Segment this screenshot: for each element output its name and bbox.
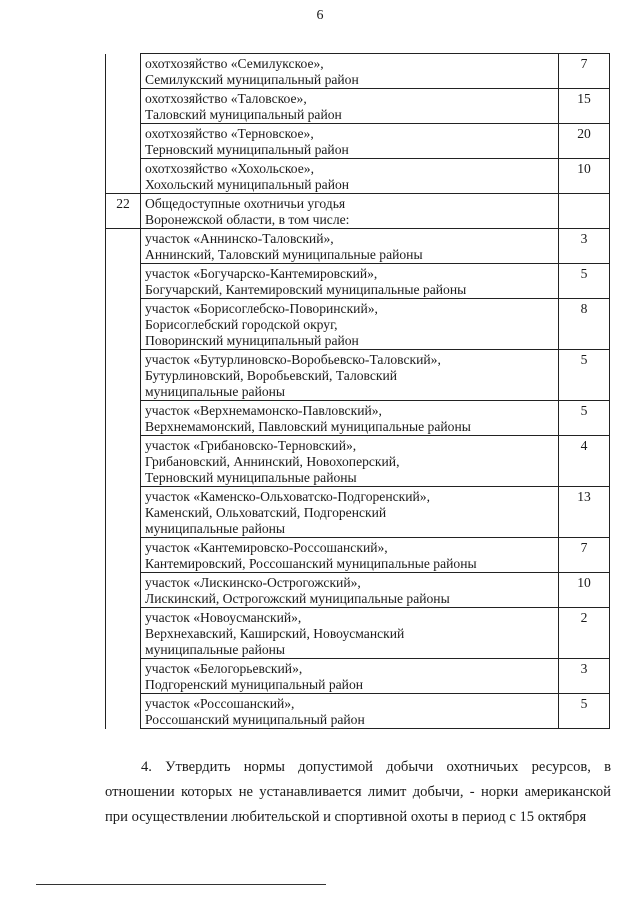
row-number-cell [106,299,141,350]
area-name-line: Борисоглебский городской округ, [145,317,338,332]
page-number: 6 [316,8,324,23]
quota-value-cell: 2 [559,608,610,659]
area-name-line: Терновский муниципальные районы [145,470,357,485]
area-name-cell [141,573,559,608]
table-row [106,436,610,487]
area-name-cell [141,608,559,659]
area-name-line: Богучарский, Кантемировский муниципальные районы [145,282,467,297]
table-row [106,608,610,659]
quota-value-cell: 20 [559,124,610,159]
area-name-line: участок «Грибановско-Терновский», [145,438,357,453]
area-name-line: Кантемировский, Россошанский муниципальные районы [145,556,477,571]
area-name-line: участок «Борисоглебско-Поворинский», [145,301,378,316]
table-row [106,299,610,350]
quota-value-cell: 15 [559,89,610,124]
table-row [106,573,610,608]
quota-value-cell: 8 [559,299,610,350]
quota-value-cell: 3 [559,229,610,264]
area-name-cell [141,124,559,159]
quota-value-cell: 10 [559,573,610,608]
table-row [106,54,610,89]
footnote-separator [36,884,326,885]
area-name-line: Поворинский муниципальный район [145,333,359,348]
row-number-cell [106,436,141,487]
area-name-line: муниципальные районы [145,521,286,536]
area-name-line: участок «Лискинско-Острогожский», [145,575,361,590]
table-row [106,350,610,401]
area-name-line: Таловский муниципальный район [145,107,342,122]
quota-value-cell [559,194,610,229]
quota-value-cell: 4 [559,436,610,487]
row-number-cell [106,487,141,538]
area-name-cell [141,159,559,194]
quota-value-cell: 13 [559,487,610,538]
table-row [106,159,610,194]
area-name-cell [141,350,559,401]
table-row [106,659,610,694]
area-name-line: Воронежской области, в том числе: [145,212,350,227]
row-number-cell [106,694,141,729]
area-name-line: участок «Белогорьевский», [145,661,303,676]
row-number-cell [106,538,141,573]
area-name-cell [141,436,559,487]
table-row [106,538,610,573]
area-name-line: охотхозяйство «Семилукское», [145,56,324,71]
area-name-line: участок «Каменско-Ольховатско-Подгоренский», [145,489,430,504]
area-name-line: муниципальные районы [145,642,286,657]
hunting-quota-table [105,53,610,729]
area-name-line: Россошанский муниципальный район [145,712,365,727]
table-row [106,264,610,299]
area-name-line: участок «Новоусманский», [145,610,302,625]
area-name-line: участок «Верхнемамонско-Павловский», [145,403,382,418]
area-name-cell [141,194,559,229]
area-name-cell [141,538,559,573]
table-row [106,89,610,124]
area-name-cell [141,229,559,264]
area-name-cell [141,487,559,538]
row-number-cell [106,264,141,299]
area-name-line: участок «Бутурлиновско-Воробьевско-Таловский», [145,352,441,367]
area-name-line: участок «Кантемировско-Россошанский», [145,540,388,555]
table-row [106,487,610,538]
area-name-line: Верхнемамонский, Павловский муниципальные районы [145,419,471,434]
area-name-line: Бутурлиновский, Воробьевский, Таловский [145,368,398,383]
area-name-cell [141,694,559,729]
body-paragraph: 4. Утвердить нормы допустимой добычи охотничьих ресурсов, в отношении которых не устанавливается лимит добычи, - норки американской при осуществлении любительской и спортивной охоты в период с 15 октября [105,758,611,825]
area-name-line: Подгоренский муниципальный район [145,677,364,692]
area-name-line: Верхнехавский, Каширский, Новоусманский [145,626,405,641]
area-name-line: участок «Богучарско-Кантемировский», [145,266,378,281]
table-row [106,694,610,729]
row-number-cell [106,659,141,694]
quota-value-cell: 3 [559,659,610,694]
quota-value-cell: 5 [559,264,610,299]
area-name-cell [141,659,559,694]
area-name-line: Терновский муниципальный район [145,142,349,157]
area-name-cell [141,299,559,350]
row-number-cell [106,54,141,89]
quota-value-cell: 5 [559,350,610,401]
table-row [106,401,610,436]
area-name-line: Аннинский, Таловский муниципальные районы [145,247,423,262]
quota-value-cell: 5 [559,401,610,436]
area-name-cell [141,401,559,436]
table-row [106,124,610,159]
area-name-cell [141,264,559,299]
quota-table-body [106,54,610,729]
area-name-line: участок «Россошанский», [145,696,295,711]
area-name-line: Хохольский муниципальный район [145,177,350,192]
row-number-cell: 22 [106,194,141,229]
area-name-line: Каменский, Ольховатский, Подгоренский [145,505,387,520]
quota-value-cell: 7 [559,54,610,89]
row-number-cell [106,350,141,401]
quota-value-cell: 5 [559,694,610,729]
area-name-line: участок «Аннинско-Таловский», [145,231,334,246]
area-name-line: Общедоступные охотничьи угодья [145,196,346,211]
row-number-cell [106,89,141,124]
area-name-line: Лискинский, Острогожский муниципальные районы [145,591,450,606]
area-name-line: охотхозяйство «Таловское», [145,91,307,106]
area-name-cell [141,54,559,89]
area-name-line: охотхозяйство «Хохольское», [145,161,314,176]
row-number-cell [106,229,141,264]
quota-value-cell: 10 [559,159,610,194]
area-name-cell [141,89,559,124]
row-number-cell [106,124,141,159]
table-row [106,229,610,264]
row-number-cell [106,573,141,608]
quota-value-cell: 7 [559,538,610,573]
row-number-cell [106,159,141,194]
row-number-cell [106,608,141,659]
area-name-line: Грибановский, Аннинский, Новохоперский, [145,454,400,469]
area-name-line: Семилукский муниципальный район [145,72,359,87]
row-number-cell [106,401,141,436]
table-row [106,194,610,229]
area-name-line: охотхозяйство «Терновское», [145,126,314,141]
area-name-line: муниципальные районы [145,384,286,399]
